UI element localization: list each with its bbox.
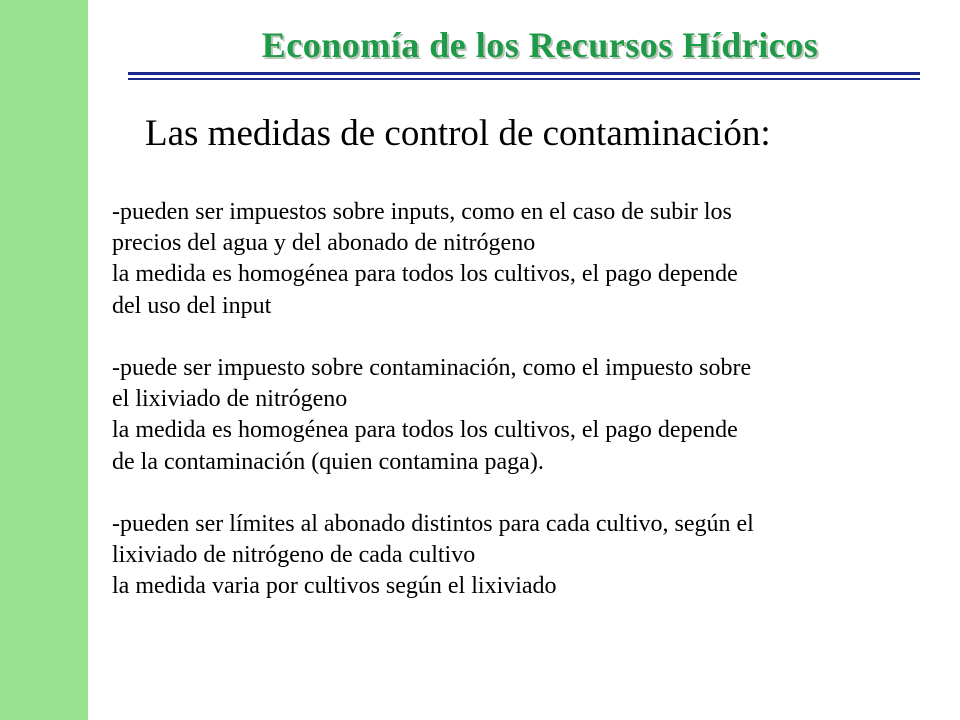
text-line: lixiviado de nitrógeno de cada cultivo [112, 542, 476, 569]
paragraph-input-tax [112, 197, 960, 322]
text-line: precios del agua y del abonado de nitrógeno [112, 230, 536, 257]
text-line: la medida es homogénea para todos los cultivos, el pago depende [112, 261, 738, 288]
text-line: la medida varia por cultivos según el lixiviado [112, 573, 557, 600]
title-underline-top [128, 72, 920, 75]
paragraph-gap [112, 478, 960, 509]
text-line: el lixiviado de nitrógeno [112, 386, 348, 413]
paragraph-fertilizer-limits [112, 509, 960, 603]
header-title: Economía de los Recursos Hídricos [261, 25, 819, 65]
side-bar [0, 0, 88, 720]
text-line: -puede ser impuesto sobre contaminación, como el impuesto sobre [112, 354, 752, 381]
text-line: -pueden ser impuestos sobre inputs, como en el caso de subir los [112, 199, 732, 225]
body-text [112, 197, 960, 602]
paragraph-gap [112, 322, 960, 353]
title-underline-bottom [128, 78, 920, 80]
slide-subtitle: Las medidas de control de contaminación: [145, 113, 771, 154]
text-line: la medida es homogénea para todos los cultivos, el pago depende [112, 417, 738, 444]
text-line: de la contaminación (quien contamina paga). [112, 448, 544, 475]
paragraph-pollution-tax [112, 353, 960, 478]
text-line: del uso del input [112, 292, 272, 319]
text-line: -pueden ser límites al abonado distintos para cada cultivo, según el [112, 510, 754, 537]
